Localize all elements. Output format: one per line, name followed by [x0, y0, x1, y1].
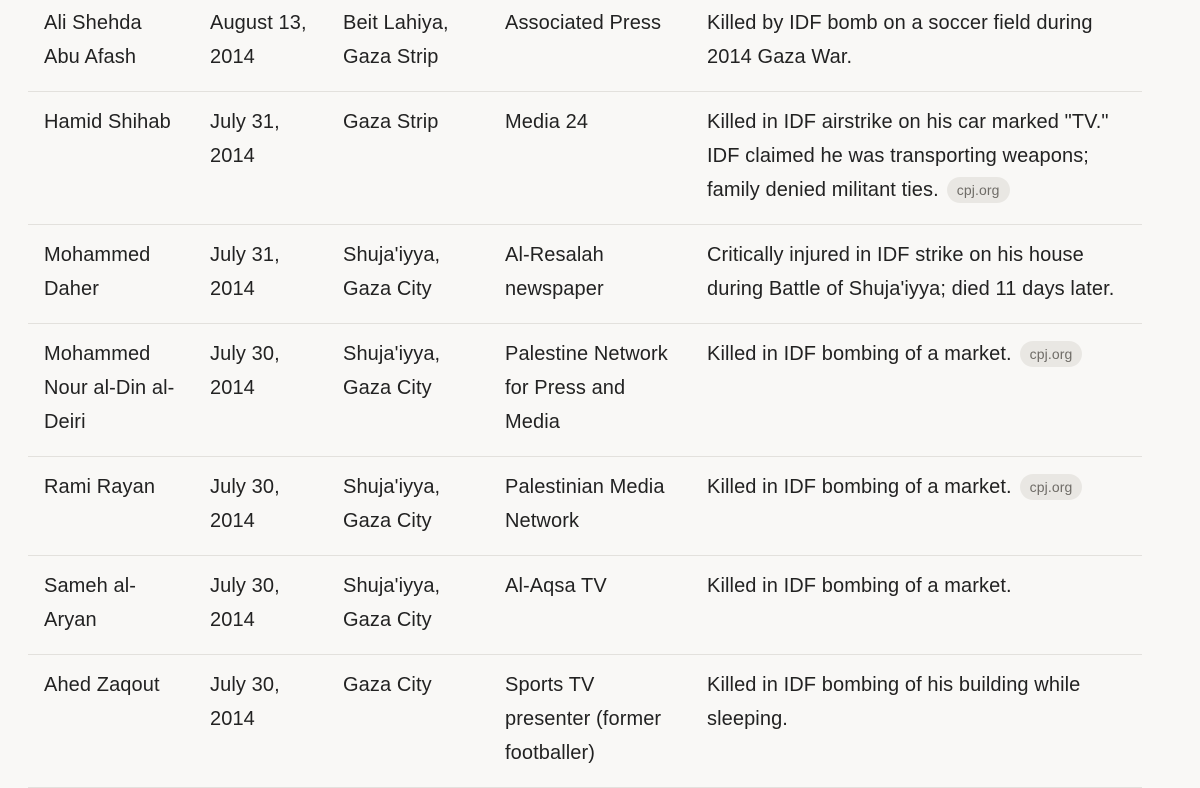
date-cell: August 13, 2014: [210, 12, 307, 68]
description-cell: [691, 337, 1142, 439]
name-cell: Hamid Shihab: [44, 111, 171, 133]
table-row: [28, 0, 1142, 92]
organization-cell: Al-Resalah newspaper: [505, 244, 604, 300]
source-link[interactable]: cpj.org: [1020, 474, 1083, 500]
name-cell: Sameh al-Aryan: [44, 575, 137, 631]
organization-cell: Media 24: [505, 111, 589, 133]
date-cell: July 30, 2014: [210, 343, 280, 399]
location-cell: Shuja'iyya, Gaza City: [343, 575, 441, 631]
journalists-table: [28, 0, 1142, 788]
table-row: [28, 225, 1142, 324]
date-cell: July 30, 2014: [210, 575, 280, 631]
name-cell: Mohammed Daher: [44, 244, 151, 300]
description-cell: [691, 569, 1142, 637]
description-text: Killed in IDF bombing of a market.: [707, 476, 1012, 498]
date-cell: July 31, 2014: [210, 244, 280, 300]
location-cell: Shuja'iyya, Gaza City: [343, 476, 441, 532]
description-text: Killed in IDF bombing of a market.: [707, 575, 1012, 597]
table-row: [28, 324, 1142, 457]
table-row: [28, 556, 1142, 655]
description-text: Critically injured in IDF strike on his house during Battle of Shuja'iyya; died 11 days later.: [707, 244, 1115, 300]
date-cell: July 30, 2014: [210, 476, 280, 532]
location-cell: Gaza City: [343, 674, 432, 696]
organization-cell: Sports TV presenter (former footballer): [505, 674, 662, 764]
name-cell: Ali Shehda Abu Afash: [44, 12, 142, 68]
location-cell: Shuja'iyya, Gaza City: [343, 244, 441, 300]
description-cell: [691, 668, 1142, 770]
date-cell: July 31, 2014: [210, 111, 280, 167]
location-cell: Shuja'iyya, Gaza City: [343, 343, 441, 399]
date-cell: July 30, 2014: [210, 674, 280, 730]
location-cell: Beit Lahiya, Gaza Strip: [343, 12, 449, 68]
table-row: [28, 457, 1142, 556]
description-text: Killed in IDF airstrike on his car marked "TV." IDF claimed he was transporting weapons; family denied militant ties.: [707, 111, 1109, 201]
table-row: [28, 92, 1142, 225]
location-cell: Gaza Strip: [343, 111, 439, 133]
source-link[interactable]: cpj.org: [1020, 341, 1083, 367]
name-cell: Mohammed Nour al-Din al-Deiri: [44, 343, 175, 433]
description-cell: [691, 238, 1142, 306]
organization-cell: Al-Aqsa TV: [505, 575, 607, 597]
description-cell: [691, 105, 1142, 207]
table-row: [28, 655, 1142, 788]
description-cell: [691, 470, 1142, 538]
description-cell: [691, 6, 1142, 74]
name-cell: Ahed Zaqout: [44, 674, 160, 696]
source-link[interactable]: cpj.org: [947, 177, 1010, 203]
organization-cell: Palestinian Media Network: [505, 476, 665, 532]
description-text: Killed in IDF bombing of his building while sleeping.: [707, 674, 1081, 730]
name-cell: Rami Rayan: [44, 476, 156, 498]
organization-cell: Palestine Network for Press and Media: [505, 343, 668, 433]
description-text: Killed in IDF bombing of a market.: [707, 343, 1012, 365]
organization-cell: Associated Press: [505, 12, 662, 34]
description-text: Killed by IDF bomb on a soccer field during 2014 Gaza War.: [707, 12, 1093, 68]
